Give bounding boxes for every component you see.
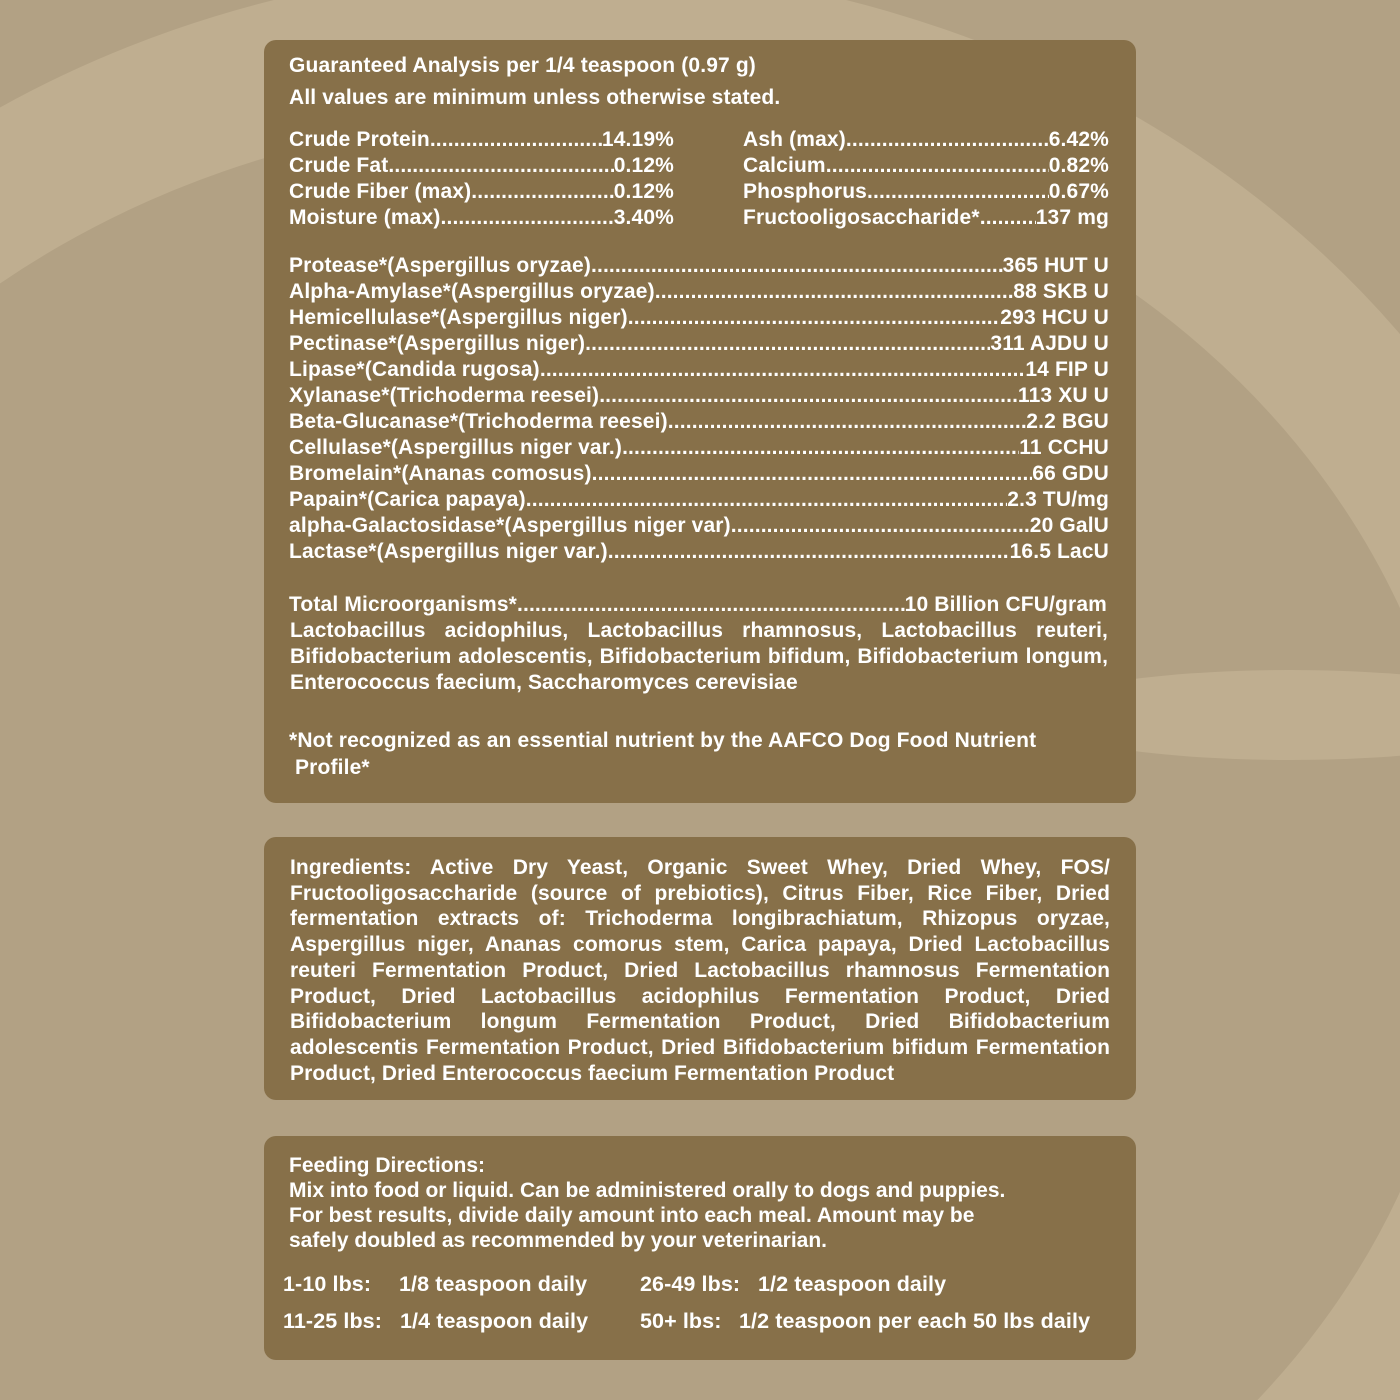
enzyme-name: Papain*(Carica papaya) (289, 488, 526, 511)
enzyme-value: 16.5 LacU (1009, 540, 1109, 563)
enzyme-row (289, 409, 1109, 435)
analysis-row (289, 153, 674, 179)
enzyme-name: alpha-Galactosidase*(Aspergillus niger var) (289, 514, 731, 537)
enzyme-value: 66 GDU (1032, 462, 1109, 485)
enzyme-value: 11 CCHU (1019, 436, 1109, 459)
guaranteed-analysis-panel (264, 40, 1136, 803)
analysis-title: Guaranteed Analysis per 1/4 teaspoon (0.97 g) (289, 54, 756, 77)
nutrient-value: 14.19% (601, 128, 674, 151)
microorganisms-value: 10 Billion CFU/gram (904, 593, 1107, 616)
enzyme-row (289, 279, 1109, 305)
microorganisms-row-wrap (289, 592, 1107, 618)
enzyme-row (289, 487, 1109, 513)
enzyme-row (289, 539, 1109, 565)
enzyme-value: 2.2 BGU (1026, 410, 1109, 433)
nutrient-name: Crude Protein (289, 128, 430, 151)
enzyme-name: Hemicellulase*(Aspergillus niger) (289, 306, 628, 329)
enzyme-row (289, 357, 1109, 383)
nutrient-name: Crude Fat (289, 154, 389, 177)
feeding-directions-panel (264, 1136, 1136, 1360)
analysis-row (743, 179, 1109, 205)
nutrient-name: Crude Fiber (max) (289, 180, 472, 203)
analysis-row (289, 179, 674, 205)
feeding-block (289, 1153, 1005, 1253)
dose-amount: 1/2 teaspoon per each 50 lbs daily (739, 1309, 1091, 1333)
feeding-instructions: Mix into food or liquid. Can be administered orally to dogs and puppies. For best results, divide daily amount into each meal. Amount may be safely doubled as recommended by your veterinarian. (289, 1179, 1006, 1252)
dose-amount: 1/8 teaspoon daily (399, 1272, 588, 1296)
dose-amount: 1/4 teaspoon daily (400, 1309, 589, 1333)
enzyme-name: Protease*(Aspergillus oryzae) (289, 254, 591, 277)
nutrient-value: 6.42% (1048, 128, 1109, 151)
nutrient-value: 0.12% (613, 154, 674, 177)
enzyme-name: Pectinase*(Aspergillus niger) (289, 332, 586, 355)
enzyme-row (289, 253, 1109, 279)
enzyme-value: 293 HCU U (1000, 306, 1109, 329)
enzyme-row (289, 461, 1109, 487)
nutrient-name: Ash (max) (743, 128, 846, 151)
enzyme-name: Bromelain*(Ananas comosus) (289, 462, 592, 485)
enzyme-name: Lipase*(Candida rugosa) (289, 358, 540, 381)
enzyme-row (289, 435, 1109, 461)
dose-row (283, 1309, 588, 1334)
enzyme-value: 311 AJDU U (990, 332, 1109, 355)
analysis-row (289, 127, 674, 153)
nutrient-name: Calcium (743, 154, 826, 177)
nutrient-value: 0.12% (613, 180, 674, 203)
dose-row (640, 1272, 946, 1297)
analysis-row (289, 205, 674, 231)
enzyme-value: 14 FIP U (1025, 358, 1109, 381)
ingredients-text: Ingredients: Active Dry Yeast, Organic Sweet Whey, Dried Whey, FOS/ Fructooligosaccharide (source of prebiotics), Citrus Fiber, Rice Fiber, Dried fermentation extracts of: Trichoderma longibrachiatum, Rhizopus oryzae, Aspergillus niger, Ananas comorus stem, Carica papaya, Dried Lactobacillus reuteri Fermentation Product, Dried Lactobacillus rhamnosus Fermentation Product, Dried Lactobacillus acidophilus Fermentation Product, Dried Bifidobacterium longum Fermentation Product, Dried Bifidobacterium adolescentis Fermentation Product, Dried Bifidobacterium bifidum Fermentation Product, Dried Enterococcus faecium Fermentation Product (290, 856, 1110, 1085)
enzyme-row (289, 331, 1109, 357)
ingredients-panel (264, 837, 1136, 1100)
dose-amount: 1/2 teaspoon daily (758, 1272, 947, 1296)
feeding-title: Feeding Directions: (289, 1154, 486, 1177)
dose-weight: 50+ lbs: (640, 1309, 722, 1333)
enzyme-name: Cellulase*(Aspergillus niger var.) (289, 436, 623, 459)
microorganisms-row (289, 592, 1107, 618)
enzyme-value: 20 GalU (1029, 514, 1109, 537)
enzyme-value: 113 XU U (1017, 384, 1109, 407)
analysis-row (743, 205, 1109, 231)
enzyme-name: Xylanase*(Trichoderma reesei) (289, 384, 600, 407)
dose-weight: 26-49 lbs: (640, 1272, 741, 1296)
enzyme-row (289, 513, 1109, 539)
enzyme-row (289, 305, 1109, 331)
analysis-row (743, 153, 1109, 179)
footnote-line-1: *Not recognized as an essential nutrient by the AAFCO Dog Food Nutrient (289, 729, 1037, 752)
enzyme-value: 88 SKB U (1013, 280, 1109, 303)
dose-weight: 11-25 lbs: (283, 1309, 382, 1333)
nutrient-value: 137 mg (1035, 206, 1109, 229)
dose-weight: 1-10 lbs: (283, 1272, 372, 1296)
microorganisms-species: Lactobacillus acidophilus, Lactobacillus rhamnosus, Lactobacillus reuteri, Bifidobacterium adolescentis, Bifidobacterium bifidum, Bifidobacterium longum, Enterococcus faecium, Saccharomyces cerevisiae (290, 619, 1108, 694)
enzyme-name: Alpha-Amylase*(Aspergillus oryzae) (289, 280, 655, 303)
nutrient-name: Fructooligosaccharide* (743, 206, 980, 229)
nutrient-value: 0.67% (1048, 180, 1109, 203)
nutrient-value: 3.40% (613, 206, 674, 229)
enzyme-list (289, 253, 1109, 565)
analysis-row (743, 127, 1109, 153)
microorganisms-name: Total Microorganisms* (289, 593, 517, 616)
nutrient-name: Moisture (max) (289, 206, 441, 229)
dose-row (283, 1272, 587, 1297)
enzyme-row (289, 383, 1109, 409)
analysis-right-column (743, 127, 1109, 231)
enzyme-name: Beta-Glucanase*(Trichoderma reesei) (289, 410, 668, 433)
nutrient-name: Phosphorus (743, 180, 868, 203)
dose-row (640, 1309, 1090, 1334)
footnote-line-2: Profile* (295, 756, 370, 779)
enzyme-name: Lactase*(Aspergillus niger var.) (289, 540, 608, 563)
analysis-left-column (289, 127, 674, 231)
analysis-subtitle: All values are minimum unless otherwise stated. (289, 86, 781, 109)
enzyme-value: 2.3 TU/mg (1007, 488, 1109, 511)
enzyme-value: 365 HUT U (1002, 254, 1109, 277)
nutrient-value: 0.82% (1048, 154, 1109, 177)
